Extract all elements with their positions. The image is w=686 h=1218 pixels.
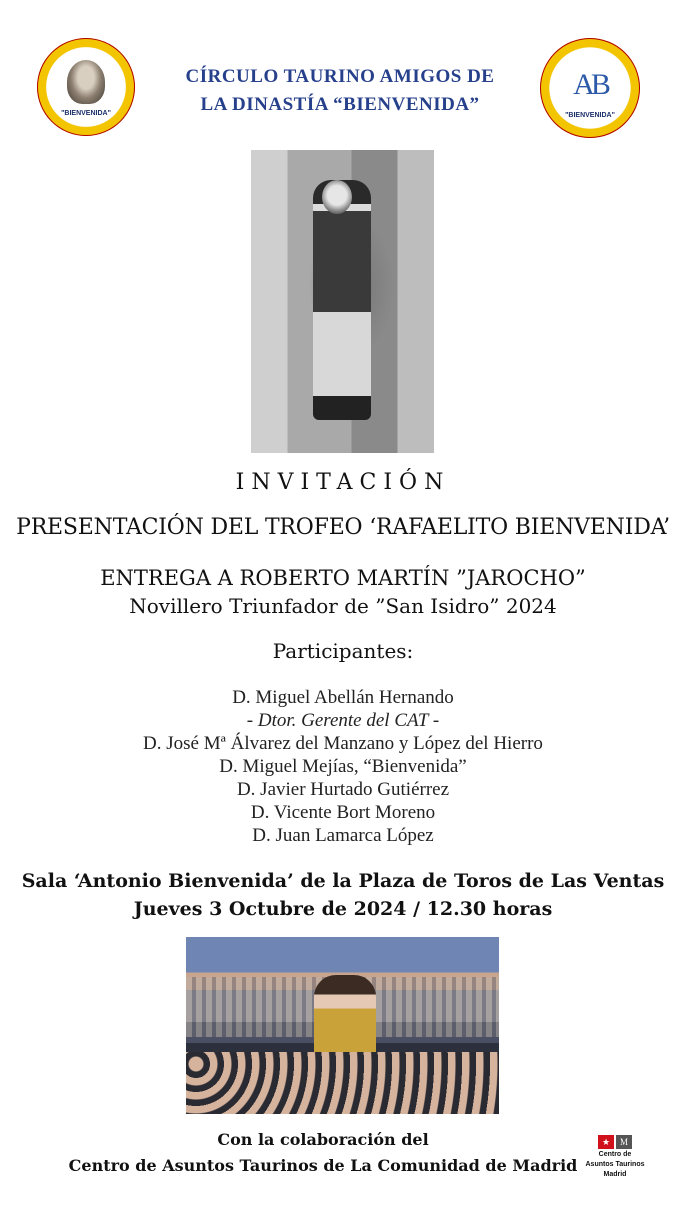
logo-left-text: "BIENVENIDA" [61,110,111,117]
historic-torero-photo [251,150,434,453]
award-recipient: ENTREGA A ROBERTO MARTÍN ”JAROCHO” [100,566,586,590]
header-title-line1: CÍRCULO TAURINO AMIGOS DE [185,66,495,87]
collaboration-line1: Con la colaboración del [217,1130,429,1149]
ab-monogram-logo-right [540,38,640,138]
circulo-taurino-logo-left [37,38,135,136]
cam-logo-line2: Asuntos Taurinos [585,1161,645,1168]
participant-item: D. Vicente Bort Moreno [250,802,436,823]
torero-head [322,180,352,214]
comunidad-madrid-logo [580,1135,650,1179]
madrid-stars-icon: ★ [598,1135,614,1149]
award-subtitle: Novillero Triunfador de ”San Isidro” 2024 [129,594,557,618]
collaboration-line2: Centro de Asuntos Taurinos de La Comunidad de Madrid [68,1156,578,1175]
participant-item: D. Juan Lamarca López [252,825,434,846]
participant-item: D. Miguel Abellán Hernando [232,687,454,708]
crowd [186,1052,499,1114]
participant-item: D. Miguel Mejías, “Bienvenida” [219,756,467,777]
presentation-title: PRESENTACIÓN DEL TROFEO ‘RAFAELITO BIENVENIDA’ [16,515,670,540]
participant-item: D. Javier Hurtado Gutiérrez [236,779,450,800]
event-date: Jueves 3 Octubre de 2024 / 12.30 horas [133,898,553,920]
torero-figure [313,180,371,420]
portrait-icon [67,60,105,104]
logo-right-text: "BIENVENIDA" [565,112,615,119]
header-title-line2: LA DINASTÍA “BIENVENIDA” [200,94,480,115]
ab-monogram: AB [573,68,607,101]
madrid-m-icon: M [616,1135,632,1149]
invitation-label: INVITACIÓN [235,470,451,495]
cam-logo-line1: Centro de [598,1151,632,1158]
participants-list [0,686,686,847]
cam-logo-line3: Madrid [603,1171,627,1178]
bullring-photo [186,937,499,1114]
event-venue: Sala ‘Antonio Bienvenida’ de la Plaza de Toros de Las Ventas [21,870,665,892]
participant-role: - Dtor. Gerente del CAT - [246,710,440,731]
participants-heading: Participantes: [272,639,414,663]
participant-item: D. José Mª Álvarez del Manzano y López del Hierro [143,733,543,754]
